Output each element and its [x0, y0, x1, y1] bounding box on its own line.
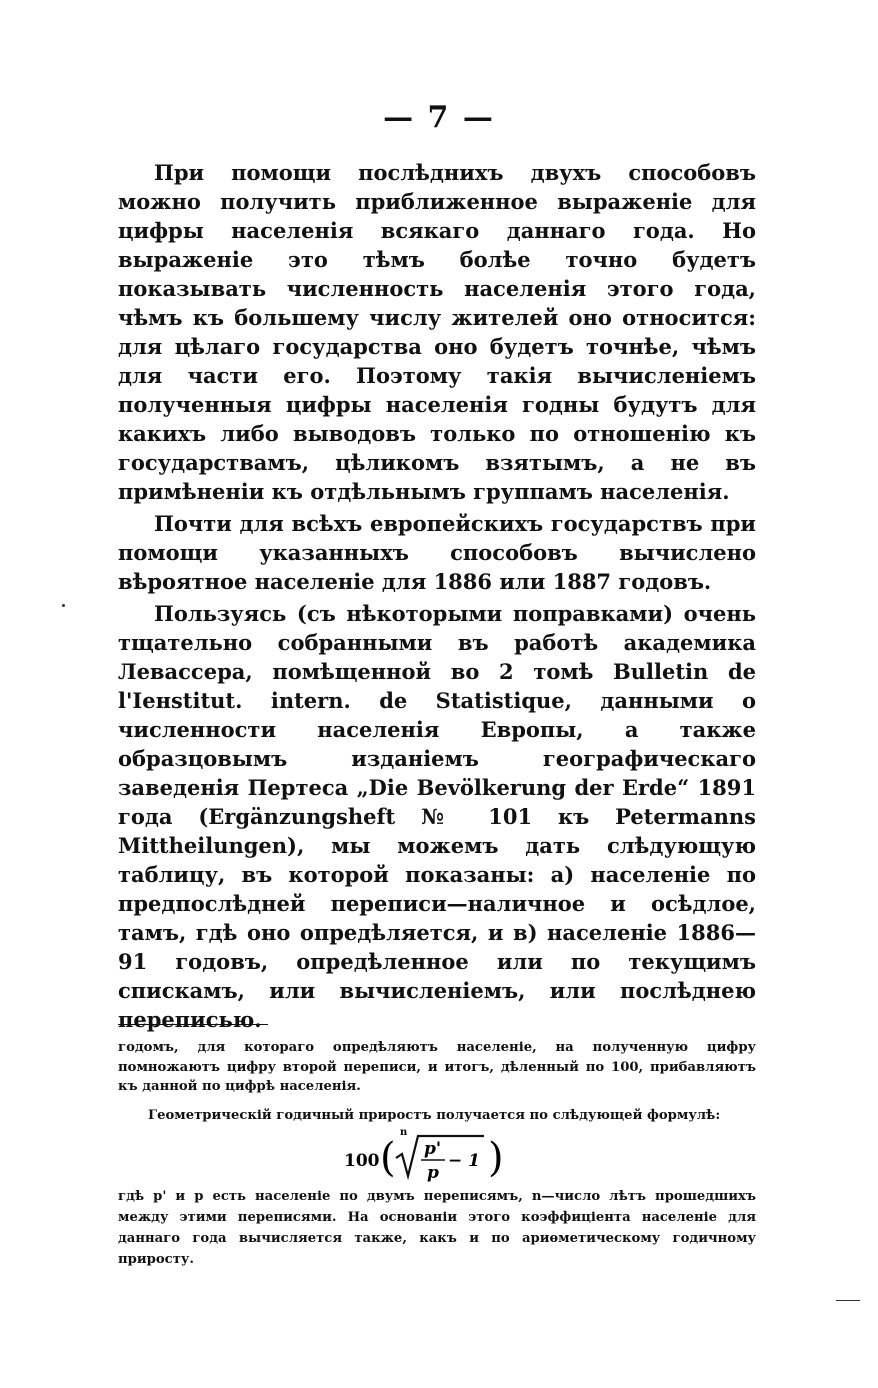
footnote-rule: [118, 1024, 268, 1025]
footnote-block: [118, 1038, 756, 1125]
footnote-geometric-intro: Геометрическій годичный приростъ получается по слѣдующей формулѣ:: [148, 1107, 721, 1123]
footnote-continuation: годомъ, для котораго опредѣляютъ населеніе, на полученную цифру помножаютъ цифру второй переписи, и итогъ, дѣленный по 100, прибавляютъ къ данной по цифрѣ населенія.: [118, 1040, 756, 1094]
scan-speck: [62, 604, 65, 607]
scan-margin-mark: [836, 1300, 860, 1301]
paragraph-1: При помощи послѣднихъ двухъ способовъ можно получить приближенное выраженіе для цифры населенія всякаго даннаго года. Но выраженіе это тѣмъ болѣе точно будетъ показывать численность населенія этого года, чѣмъ къ большему числу жителей оно относится: для цѣлаго государства оно будетъ точнѣе, чѣмъ для части его. Поэтому такія вычисленіемъ полученныя цифры населенія годны будутъ для какихъ либо выводовъ только по отношенію къ государствамъ, цѣликомъ взятымъ, а не въ примѣненіи къ отдѣльнымъ группамъ населенія.: [118, 160, 756, 504]
formula-numerator: p': [424, 1139, 442, 1159]
page-number: — 7 —: [383, 100, 495, 135]
formula-open-paren: (: [380, 1135, 396, 1181]
footnote-explanation: гдѣ p' и p есть населеніе по двумъ переписямъ, n—число лѣтъ прошедшихъ между этими переписями. На основаніи этого коэффиціента населеніе для даннаго года вычисляется также, какъ и по ариѳметическому годичному приросту.: [118, 1189, 756, 1267]
paragraph-3: Пользуясь (съ нѣкоторыми поправками) очень тщательно собранными въ работѣ академика Левассера, помѣщенной во 2 томѣ Bulletin de l'Iенstitut. intern. de Statistique, данными о численности населенія Европы, а также образцовымъ изданіемъ географическаго заведенія Пертеса „Die Bevölkerung der Erde“ 1891 года (Ergänzungsheft № 101 къ Petermanns Mittheilungen), мы можемъ дать слѣдующую таблицу, въ которой показаны: а) населеніе по предпослѣдней переписи—наличное и осѣдлое, тамъ, гдѣ оно опредѣляется, и в) населеніе 1886—91 годовъ, опредѣленное или по текущимъ спискамъ, или вычисленіемъ, или послѣднею переписью.: [118, 601, 756, 1032]
paragraph-2: Почти для всѣхъ европейскихъ государствъ при помощи указанныхъ способовъ вычислено вѣроятное населеніе для 1886 или 1887 годовъ.: [118, 511, 756, 594]
formula-minus-one: − 1: [448, 1151, 480, 1171]
formula-coefficient: 100: [344, 1151, 380, 1171]
footnote-explanation-block: [118, 1186, 756, 1270]
formula-svg: [344, 1124, 534, 1188]
main-text: [118, 158, 756, 1037]
formula-root-index: n: [400, 1127, 408, 1138]
growth-formula: [0, 1124, 878, 1188]
formula-denominator: p: [427, 1163, 439, 1183]
formula-close-paren: ): [488, 1135, 504, 1181]
